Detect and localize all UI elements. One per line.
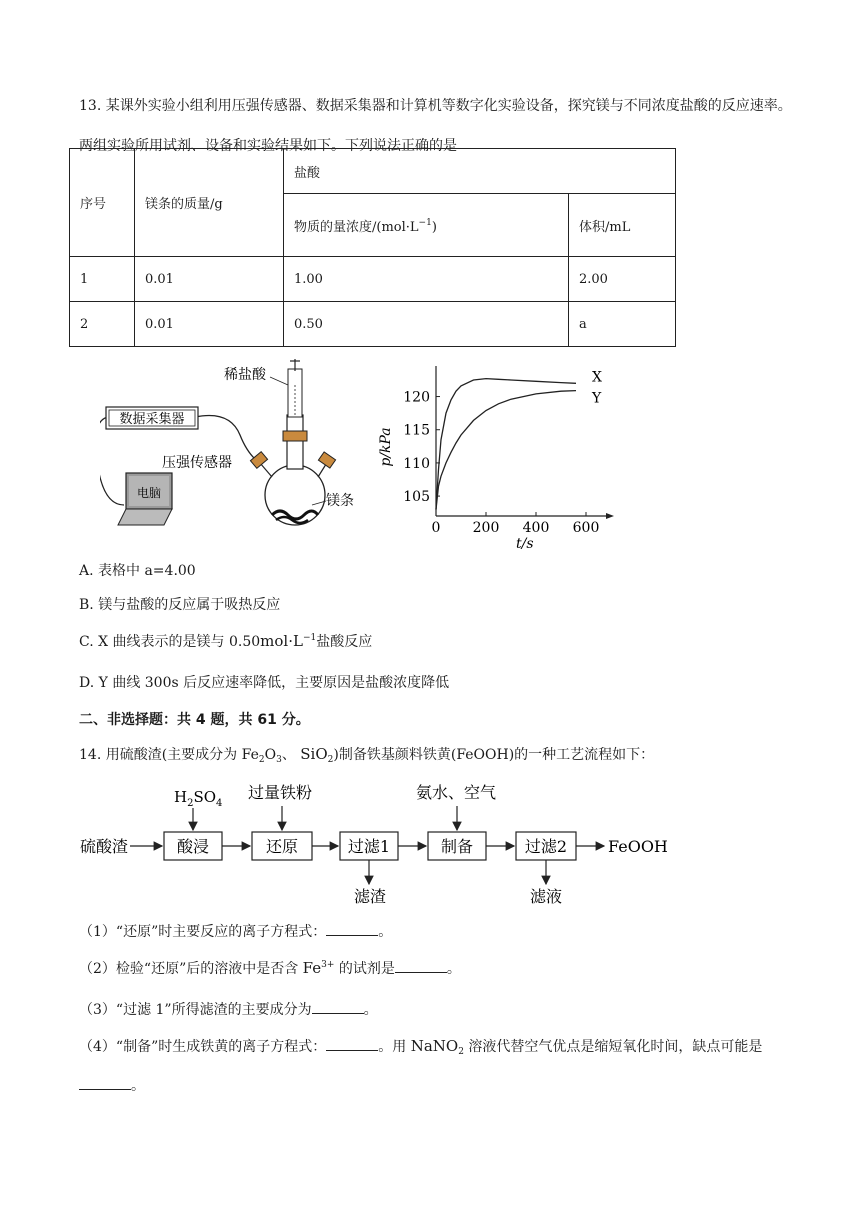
table-row (70, 257, 676, 302)
series-label-x: X (592, 369, 602, 386)
sensor-plug (250, 452, 267, 469)
section-pre: 二、非选择题：共 (79, 712, 196, 728)
section-score: 61 (257, 712, 277, 728)
table-header-index: 序号 (70, 149, 135, 257)
sq1-pre: （1）“还原”时主要反应的离子方程式： (79, 924, 327, 940)
flask-neck (287, 415, 303, 469)
wire-computer (100, 417, 124, 505)
option-c (79, 631, 372, 651)
q14-sep: 、 (281, 747, 296, 763)
question-14-stem (79, 744, 654, 765)
sq4-mid: 。用 (378, 1039, 411, 1055)
reagent-h2so4: $H_2SO_4$ (174, 788, 223, 809)
table-row (70, 302, 676, 347)
x-tick-label: 600 (572, 520, 600, 536)
option-b: B. 镁与盐酸的反应属于吸热反应 (79, 597, 281, 613)
conc-unit: mol·L (381, 219, 419, 235)
conc-exp: −1 (418, 217, 432, 228)
process-flowchart (76, 776, 676, 912)
y-tick-label: 110 (403, 455, 430, 472)
sub-question-2 (79, 958, 461, 978)
cell-index: 2 (70, 302, 135, 347)
acid-label: 稀盐酸 (224, 367, 266, 383)
pressure-chart (378, 362, 628, 552)
sq4-reagent-sub: 2 (458, 1047, 464, 1057)
x-axis-label: t/s (516, 536, 534, 552)
question-13-stem: 13. 某课外实验小组利用压强传感器、数据采集器和计算机等数字化实验设备，探究镁与不同浓度盐酸的反应速率。两组实验所用试剂、设备和实验结果如下。下列说法正确的是 (79, 98, 792, 154)
answer-blank[interactable] (395, 960, 447, 973)
reagent-iron: 过量铁粉 (248, 783, 313, 802)
side-plug (318, 452, 335, 468)
table-header-mass: 镁条的质量/g (135, 149, 284, 257)
sq4-end: 。 (131, 1078, 145, 1094)
cell-mass: 0.01 (135, 257, 284, 302)
cell-vol: a (569, 302, 676, 347)
x-tick-label: 0 (431, 520, 441, 536)
sq2-post: 。 (446, 961, 461, 977)
sq2-charge: 3+ (321, 960, 335, 970)
x-tick-label: 400 (522, 520, 550, 536)
y-tick-label: 115 (403, 422, 430, 439)
flow-box-1-label: 酸浸 (176, 837, 210, 856)
conc-label: 物质的量浓度/( (294, 219, 382, 235)
stopper (283, 431, 307, 441)
computer-keyboard (118, 509, 172, 525)
fe2o3-fe: Fe (241, 747, 259, 763)
cell-conc: 1.00 (284, 257, 569, 302)
series-label-y: Y (592, 390, 602, 407)
option-a: A. 表格中 a=4.00 (79, 563, 196, 579)
cell-index: 1 (70, 257, 135, 302)
collector-label: 数据采集器 (119, 412, 185, 427)
q14-pre: 14. 用硫酸渣(主要成分为 (79, 747, 242, 763)
sq4-reagent: NaNO (410, 1037, 459, 1055)
mg-label: 镁条 (326, 493, 354, 509)
section-num: 4 (195, 712, 206, 728)
flow-product: FeOOH (608, 837, 668, 856)
sq2-mid: 的试剂是 (334, 961, 395, 977)
table-header-acid: 盐酸 (284, 149, 676, 194)
table-header-concentration (284, 194, 569, 257)
answer-blank[interactable] (312, 1001, 364, 1014)
sq4-post: 溶液代替空气优点是缩短氧化时间，缺点可能是 (463, 1039, 763, 1055)
sensor-label: 压强传感器 (162, 455, 232, 471)
flow-out-filtrate: 滤液 (530, 887, 563, 906)
table-header-volume: 体积/mL (569, 194, 676, 257)
flow-box-4-label: 制备 (440, 837, 474, 856)
series-line-x (436, 379, 576, 510)
reagent-ammonia: 氨水、空气 (416, 783, 497, 802)
flask (265, 465, 325, 525)
y-tick-label: 120 (403, 389, 430, 406)
section-post: 分。 (276, 712, 310, 728)
y-axis-label: p/kPa (378, 427, 394, 467)
cell-mass: 0.01 (135, 302, 284, 347)
conc-close: ) (431, 219, 437, 235)
sub-question-1 (79, 921, 392, 941)
cell-conc: 0.50 (284, 302, 569, 347)
fe2o3-sub3: 3 (276, 755, 282, 765)
x-axis-arrow (606, 513, 614, 519)
option-c-exp: −1 (302, 633, 317, 643)
sio2-sub: 2 (327, 755, 334, 765)
option-c-post: 盐酸反应 (316, 634, 373, 650)
flow-box-5-label: 过滤2 (524, 837, 568, 856)
option-c-unit: mol·L (260, 632, 303, 650)
x-tick-label: 200 (472, 520, 500, 536)
sio2-si: SiO (300, 745, 328, 763)
flow-box-3-label: 过滤1 (347, 837, 391, 856)
option-d: D. Y 曲线 300s 后反应速率降低，主要原因是盐酸浓度降低 (79, 675, 450, 691)
flow-box-2-label: 还原 (265, 837, 299, 856)
series-line-y (436, 391, 576, 510)
sub-question-4-line-2 (79, 1075, 145, 1095)
flow-out-residue: 滤渣 (354, 887, 387, 906)
flow-start: 硫酸渣 (80, 837, 129, 856)
sub-question-4-line-1 (79, 1036, 762, 1057)
cell-vol: 2.00 (569, 257, 676, 302)
sq1-post: 。 (378, 924, 393, 940)
answer-blank[interactable] (79, 1077, 131, 1090)
sq4-pre: （4）“制备”时生成铁黄的离子方程式： (79, 1039, 327, 1055)
sub-question-3 (79, 999, 378, 1019)
answer-blank[interactable] (326, 923, 378, 936)
answer-blank[interactable] (326, 1038, 378, 1051)
y-tick-label: 105 (403, 489, 430, 506)
computer-label: 电脑 (136, 486, 162, 500)
sq3-pre: （3）“过滤 1”所得滤渣的主要成分为 (79, 1002, 312, 1018)
fe2o3-sub2: 2 (258, 755, 265, 765)
fe2o3-o: O (264, 747, 277, 763)
section-mid: 题，共 (205, 712, 258, 728)
sq2-pre: （2）检验“还原”后的溶液中是否含 (79, 961, 303, 977)
option-c-pre: C. X 曲线表示的是镁与 0.50 (79, 634, 261, 650)
q14-post: )制备铁基颜料铁黄(FeOOH)的一种工艺流程如下： (333, 747, 655, 763)
sq3-post: 。 (363, 1002, 378, 1018)
sq2-ion: Fe (302, 959, 322, 977)
experiment-table (69, 148, 676, 347)
apparatus-figure (100, 355, 380, 530)
section-heading (79, 709, 310, 729)
